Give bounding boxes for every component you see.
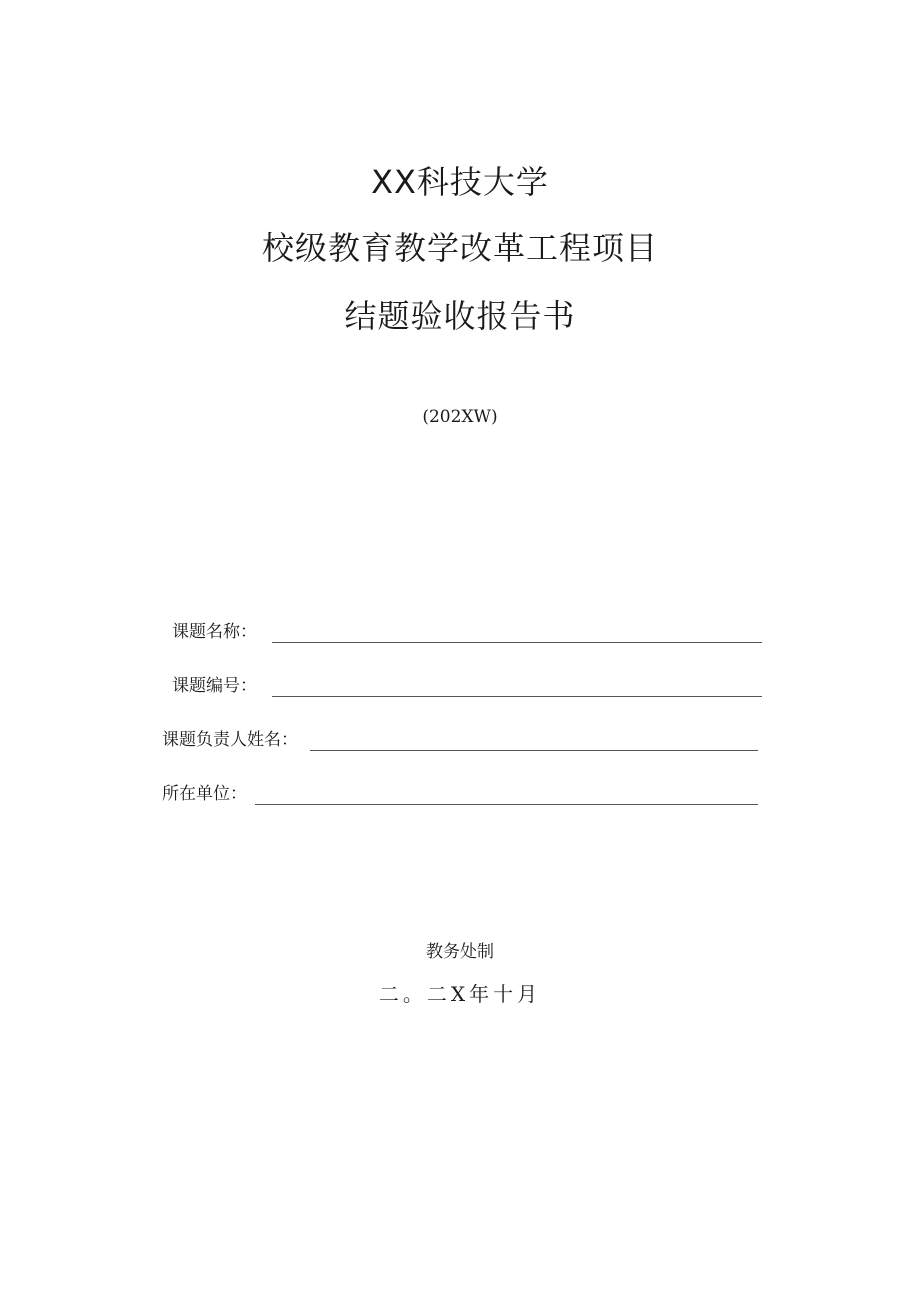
- date-label: 二。二X年十月: [378, 982, 542, 1006]
- unit-blank-line: [255, 804, 758, 805]
- project-name-label: 课题名称：: [172, 622, 257, 642]
- unit-field: [162, 780, 758, 806]
- university-title: XX科技大学: [371, 163, 549, 201]
- project-number-blank-line: [272, 696, 762, 697]
- issuer-label: 教务处制: [426, 942, 494, 962]
- leader-name-label: 课题负责人姓名：: [162, 730, 298, 750]
- report-title: 结题验收报告书: [344, 297, 576, 335]
- project-name-field: [172, 618, 762, 644]
- leader-name-blank-line: [310, 750, 758, 751]
- leader-name-field: [162, 726, 758, 752]
- project-number-label: 课题编号：: [172, 676, 257, 696]
- year-label: (202XW): [422, 407, 498, 427]
- project-name-blank-line: [272, 642, 762, 643]
- project-title: 校级教育教学改革工程项目: [261, 229, 658, 267]
- project-number-field: [172, 672, 762, 698]
- unit-label: 所在单位：: [162, 784, 247, 804]
